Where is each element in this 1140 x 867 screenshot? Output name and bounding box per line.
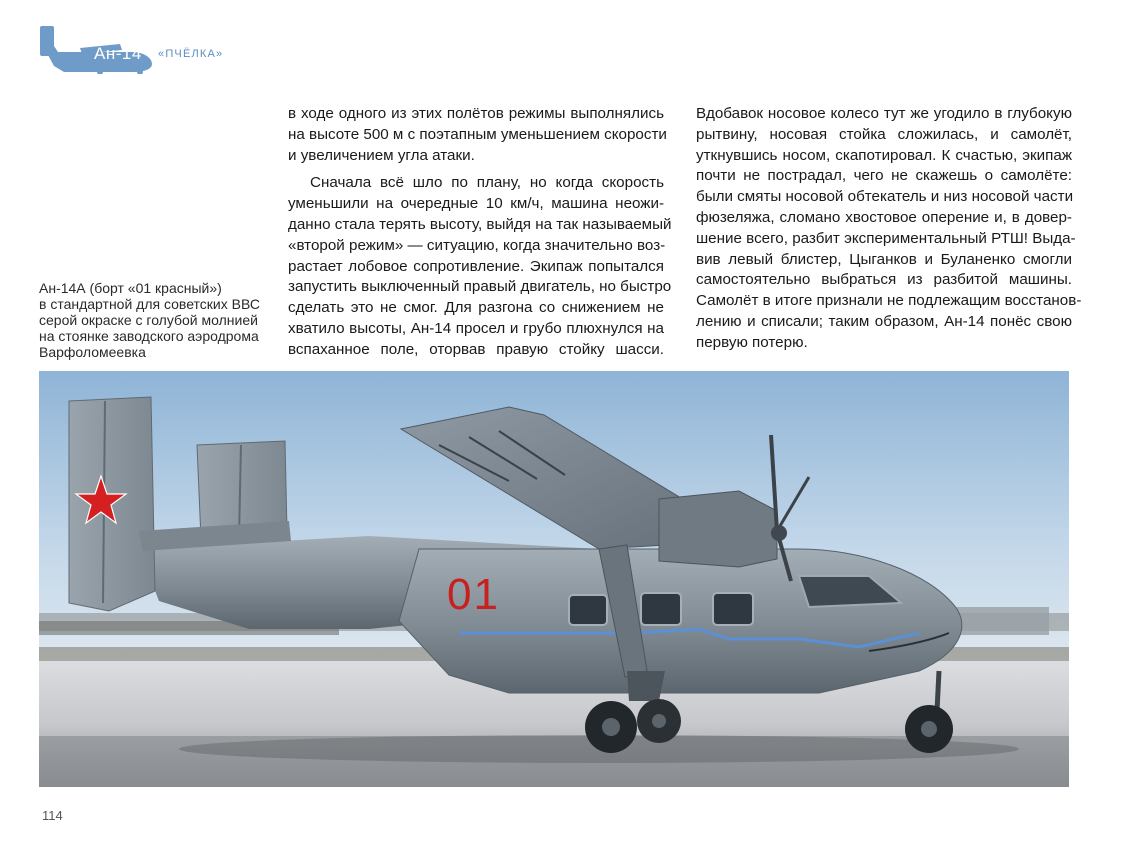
cabin-window [569, 595, 607, 625]
caption-line: серой окраске с голубой молнией [39, 312, 258, 328]
aircraft-model-label: Ан-14 [94, 44, 142, 63]
cabin-window [713, 593, 753, 625]
running-header [36, 22, 296, 82]
text-line: лению и списали; таким образом, Ан-14 понёс свою [696, 312, 1072, 330]
caption-line: Варфоломеевка [39, 344, 146, 360]
cabin-window [641, 593, 681, 625]
caption-line: Ан-14А (борт «01 красный») [39, 280, 222, 296]
photo-caption [39, 280, 260, 360]
engine-nacelle [659, 491, 777, 567]
text-line: уткнувшись носом, скапотировал. К счастью, экипаж [696, 146, 1072, 164]
caption-line: в стандартной для советских ВВС [39, 296, 260, 312]
text-column-right [696, 104, 1082, 354]
text-line: вспаханное поле, оторвав правую стойку шасси. [288, 340, 664, 358]
aircraft-nickname-label: «ПЧЁЛКА» [158, 48, 224, 60]
text-line: Сначала всё шло по плану, но когда скорость [310, 174, 664, 192]
text-line: были смяты носовой обтекатель и низ носовой части [696, 188, 1074, 206]
text-line: запустить выключенный правый двигатель, но быстро [288, 278, 672, 296]
an14-aircraft-illustration [39, 371, 1069, 787]
text-line: почти не пострадал, чего не скажешь о самолёте: [696, 167, 1072, 185]
text-line: «второй режим» — ситуацию, когда значительно воз- [288, 236, 666, 254]
text-line: первую потерю. [696, 333, 808, 351]
text-line: рытвину, носовая стойка сложилась, и самолёт, [696, 125, 1072, 143]
text-line: хватило высоты, Ан-14 просел и грубо плюхнулся на [288, 319, 664, 337]
text-line: на высоте 500 м с поэтапным уменьшением скорости [288, 125, 667, 143]
page-number: 114 [42, 808, 63, 823]
text-line: сделать это не смог. Для разгона со снижением не [288, 299, 664, 317]
text-line: уменьшили на очередные 10 км/ч, машина неожи- [288, 195, 664, 213]
aircraft-photo [39, 371, 1069, 787]
text-line: шение всего, разбит экспериментальный РТШ! Выда- [696, 229, 1076, 247]
text-line: растает лобовое сопротивление. Экипаж попытался [288, 257, 664, 275]
text-line: и увеличением угла атаки. [288, 146, 475, 164]
text-column-left [288, 104, 672, 361]
text-line: самостоятельно выбраться из разбитой машины. [696, 271, 1072, 289]
caption-line: на стоянке заводского аэродрома [39, 328, 259, 344]
text-line: Самолёт в итоге признали не подлежащим восстанов- [696, 292, 1082, 310]
text-line: Вдобавок носовое колесо тут же угодило в глубокую [696, 105, 1072, 122]
text-line: данно стала терять высоту, выйдя на так называемый [288, 215, 672, 233]
tail-number: 01 [447, 570, 500, 619]
text-line: в ходе одного из этих полётов режимы выполнялись [288, 105, 664, 122]
text-line: вив левый блистер, Цыганков и Буланенко смогли [696, 250, 1072, 268]
text-line: фюзеляжа, сломано хвостовое оперение и, в довер- [696, 208, 1072, 226]
